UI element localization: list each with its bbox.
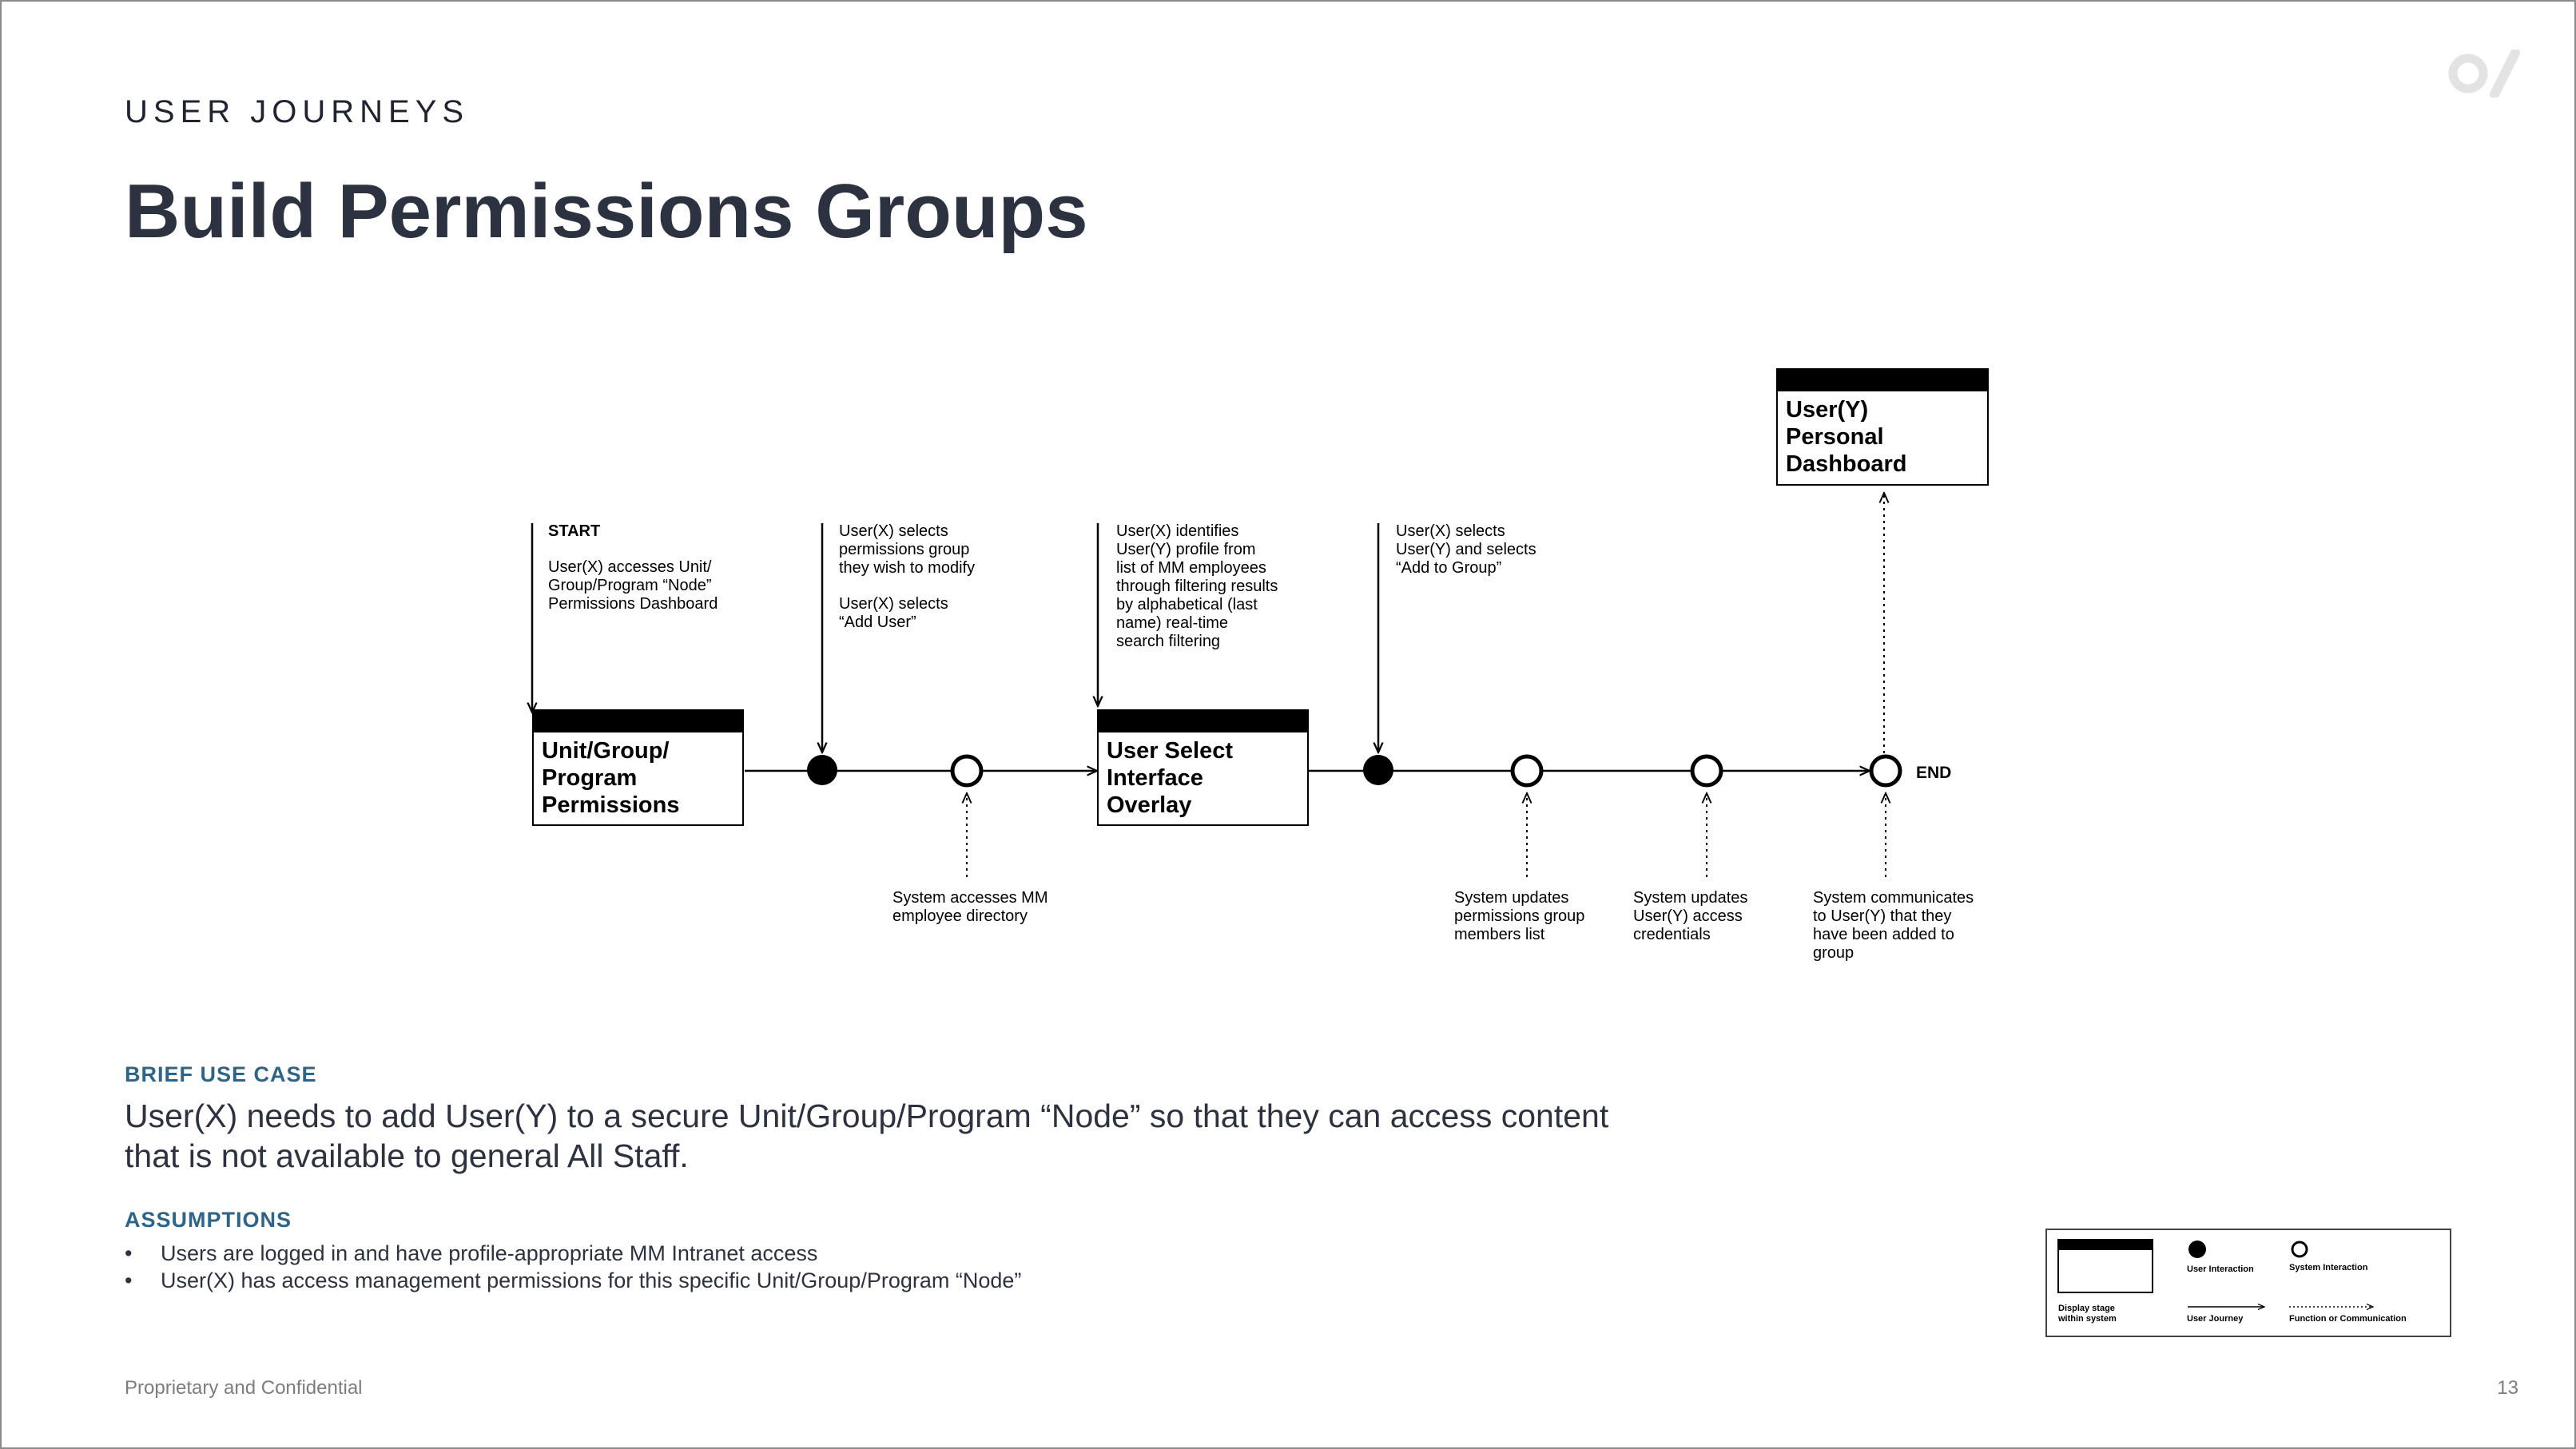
annotation-add-to-group: User(X) selects User(Y) and selects “Add to Group” — [1396, 522, 1536, 577]
legend-function-label: Function or Communication — [2289, 1314, 2407, 1324]
annotation-select-group: User(X) selects permissions group they wish to modify User(X) selects “Add User” — [839, 522, 976, 631]
stage-label: Unit/Group/ — [542, 738, 670, 764]
user-interaction-node — [1363, 755, 1393, 785]
legend-system-interaction-icon — [2292, 1242, 2307, 1256]
footer-confidential: Proprietary and Confidential — [125, 1377, 363, 1399]
list-item — [125, 1240, 1021, 1267]
system-interaction-node — [952, 756, 981, 785]
legend-user-interaction-label: User Interaction — [2187, 1264, 2254, 1274]
annotation-credentials: System updates User(Y) access credentials — [1633, 889, 1748, 943]
assumption-text: User(X) has access management permissions for this specific Unit/Group/Program “Node” — [161, 1268, 1022, 1292]
stage-unit-group-program-permissions — [533, 710, 743, 825]
stage-label: Personal — [1786, 424, 1884, 450]
legend-system-interaction-label: System Interaction — [2289, 1263, 2368, 1272]
slide-title: Build Permissions Groups — [125, 169, 1088, 254]
brief-use-case-heading: BRIEF USE CASE — [125, 1062, 317, 1086]
stage-user-y-personal-dashboard — [1777, 369, 1988, 485]
end-label: END — [1916, 764, 1952, 782]
system-interaction-node — [1513, 756, 1541, 785]
stage-label: Overlay — [1107, 792, 1192, 818]
stage-label: User(Y) — [1786, 397, 1869, 423]
stage-label: User Select — [1107, 738, 1233, 764]
brief-use-case-text: User(X) needs to add User(Y) to a secure Unit/Group/Program “Node” so that they can access content that is not available to general All Staff. — [125, 1098, 1609, 1174]
annotation-members: System updates permissions group members list — [1454, 889, 1585, 943]
diagram-legend — [2045, 1229, 2451, 1337]
annotation-start: START User(X) accesses Unit/ Group/Program “Node” Permissions Dashboard — [548, 522, 718, 613]
assumptions-list — [125, 1240, 1021, 1294]
stage-label: Program — [542, 765, 638, 791]
assumptions-heading: ASSUMPTIONS — [125, 1208, 292, 1232]
legend-user-interaction-icon — [2188, 1241, 2206, 1258]
stage-label: Permissions — [542, 792, 680, 818]
bullet-icon: • — [125, 1241, 133, 1265]
user-interaction-node — [807, 755, 837, 785]
stage-label: Interface — [1107, 765, 1203, 791]
page-number: 13 — [2497, 1377, 2518, 1399]
annotation-identify: User(X) identifies User(Y) profile from list of MM employees through filtering results by alphabetical (last name) real-time search filtering — [1116, 522, 1278, 650]
list-item — [125, 1267, 1021, 1294]
stage-label: Dashboard — [1786, 451, 1907, 477]
end-node — [1871, 756, 1900, 785]
start-heading: START — [548, 522, 601, 540]
assumption-text: Users are logged in and have profile-appropriate MM Intranet access — [161, 1241, 818, 1265]
annotation-communicate: System communicates to User(Y) that they have been added to group — [1813, 889, 1974, 962]
section-eyebrow: USER JOURNEYS — [125, 94, 470, 129]
annotation-directory: System accesses MM employee directory — [892, 889, 1048, 925]
bullet-icon: • — [125, 1268, 133, 1292]
legend-display-stage-label: Display stage within system — [2058, 1304, 2117, 1324]
system-interaction-node — [1692, 756, 1721, 785]
stage-user-select-interface-overlay — [1098, 710, 1308, 825]
legend-user-journey-label: User Journey — [2187, 1314, 2244, 1324]
